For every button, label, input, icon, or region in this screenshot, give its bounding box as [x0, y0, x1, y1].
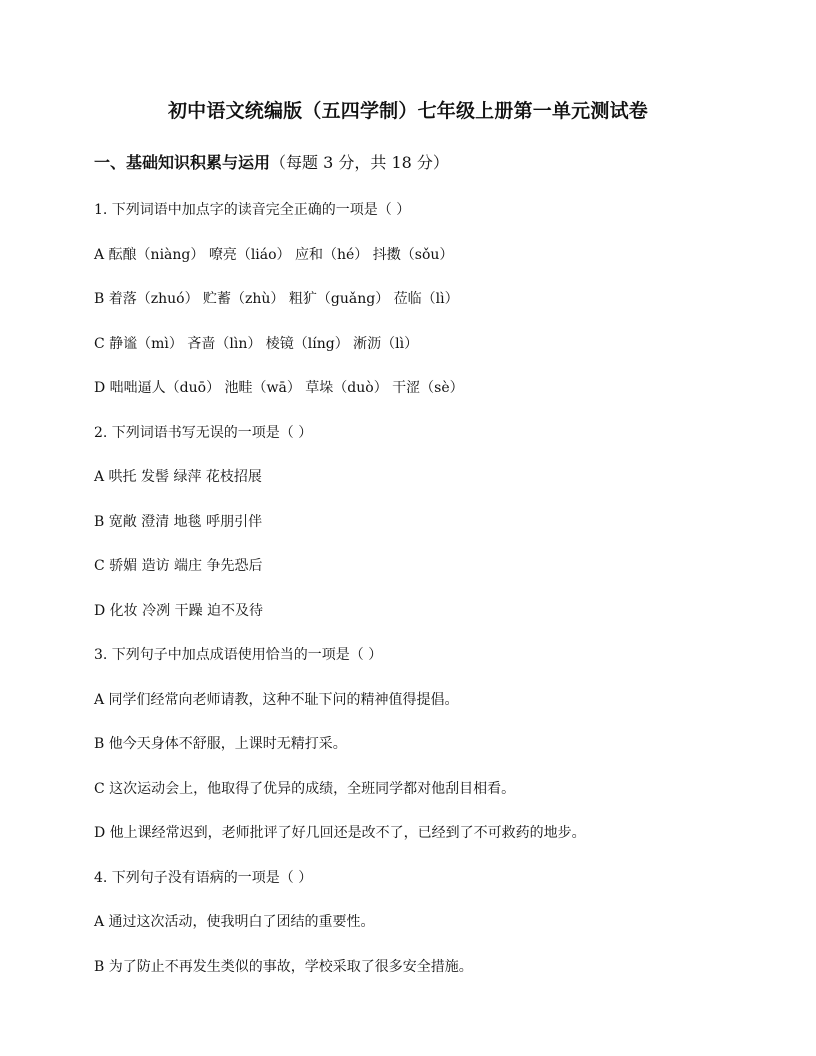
- question-3-option-c: C 这次运动会上，他取得了优异的成绩，全班同学都对他刮目相看。: [94, 780, 516, 797]
- question-2-option-a: A 哄托 发髻 绿萍 花枝招展: [94, 469, 262, 485]
- question-4-stem: 4. 下列句子没有语病的一项是（ ）: [94, 869, 313, 886]
- question-2-stem: 2. 下列词语书写无误的一项是（ ）: [94, 424, 313, 441]
- section-heading: [94, 150, 449, 173]
- question-1-option-d: D 咄咄逼人（duō） 池畦（wā） 草垛（duò） 干涩（sè）: [94, 380, 464, 396]
- question-3-option-d: D 他上课经常迟到，老师批评了好几回还是改不了，已经到了不可救药的地步。: [94, 825, 586, 841]
- question-4-option-a: A 通过这次活动，使我明白了团结的重要性。: [94, 914, 375, 930]
- question-1-option-c: C 静谧（mì） 吝啬（lìn） 棱镜（líng） 淅沥（lì）: [94, 335, 419, 352]
- question-2-option-d: D 化妆 冷冽 干躁 迫不及待: [94, 602, 264, 619]
- question-4-option-b: B 为了防止不再发生类似的事故，学校采取了很多安全措施。: [94, 958, 473, 975]
- question-2-option-c: C 骄媚 造访 端庄 争先恐后: [94, 558, 263, 574]
- question-1-stem: 1. 下列词语中加点字的读音完全正确的一项是（ ）: [94, 202, 411, 218]
- section-title: 一、基础知识积累与运用: [94, 153, 271, 172]
- document-title: 初中语文统编版（五四学制）七年级上册第一单元测试卷: [167, 100, 648, 122]
- question-3-stem: 3. 下列句子中加点成语使用恰当的一项是（ ）: [94, 647, 383, 663]
- question-2-option-b: B 宽敞 澄清 地毯 呼朋引伴: [94, 513, 263, 530]
- question-1-option-a: A 酝酿（niàng） 嘹亮（liáo） 应和（hé） 抖擞（sǒu）: [94, 246, 454, 263]
- question-3-option-a: A 同学们经常向老师请教，这种不耻下问的精神值得提倡。: [94, 691, 459, 708]
- question-list: [94, 199, 734, 1000]
- question-3-option-b: B 他今天身体不舒服，上课时无精打采。: [94, 736, 347, 752]
- section-score-note: （每题 3 分，共 18 分）: [270, 153, 449, 172]
- question-1-option-b: B 着落（zhuó） 贮蓄（zhù） 粗犷（guǎng） 莅临（lì）: [94, 291, 459, 307]
